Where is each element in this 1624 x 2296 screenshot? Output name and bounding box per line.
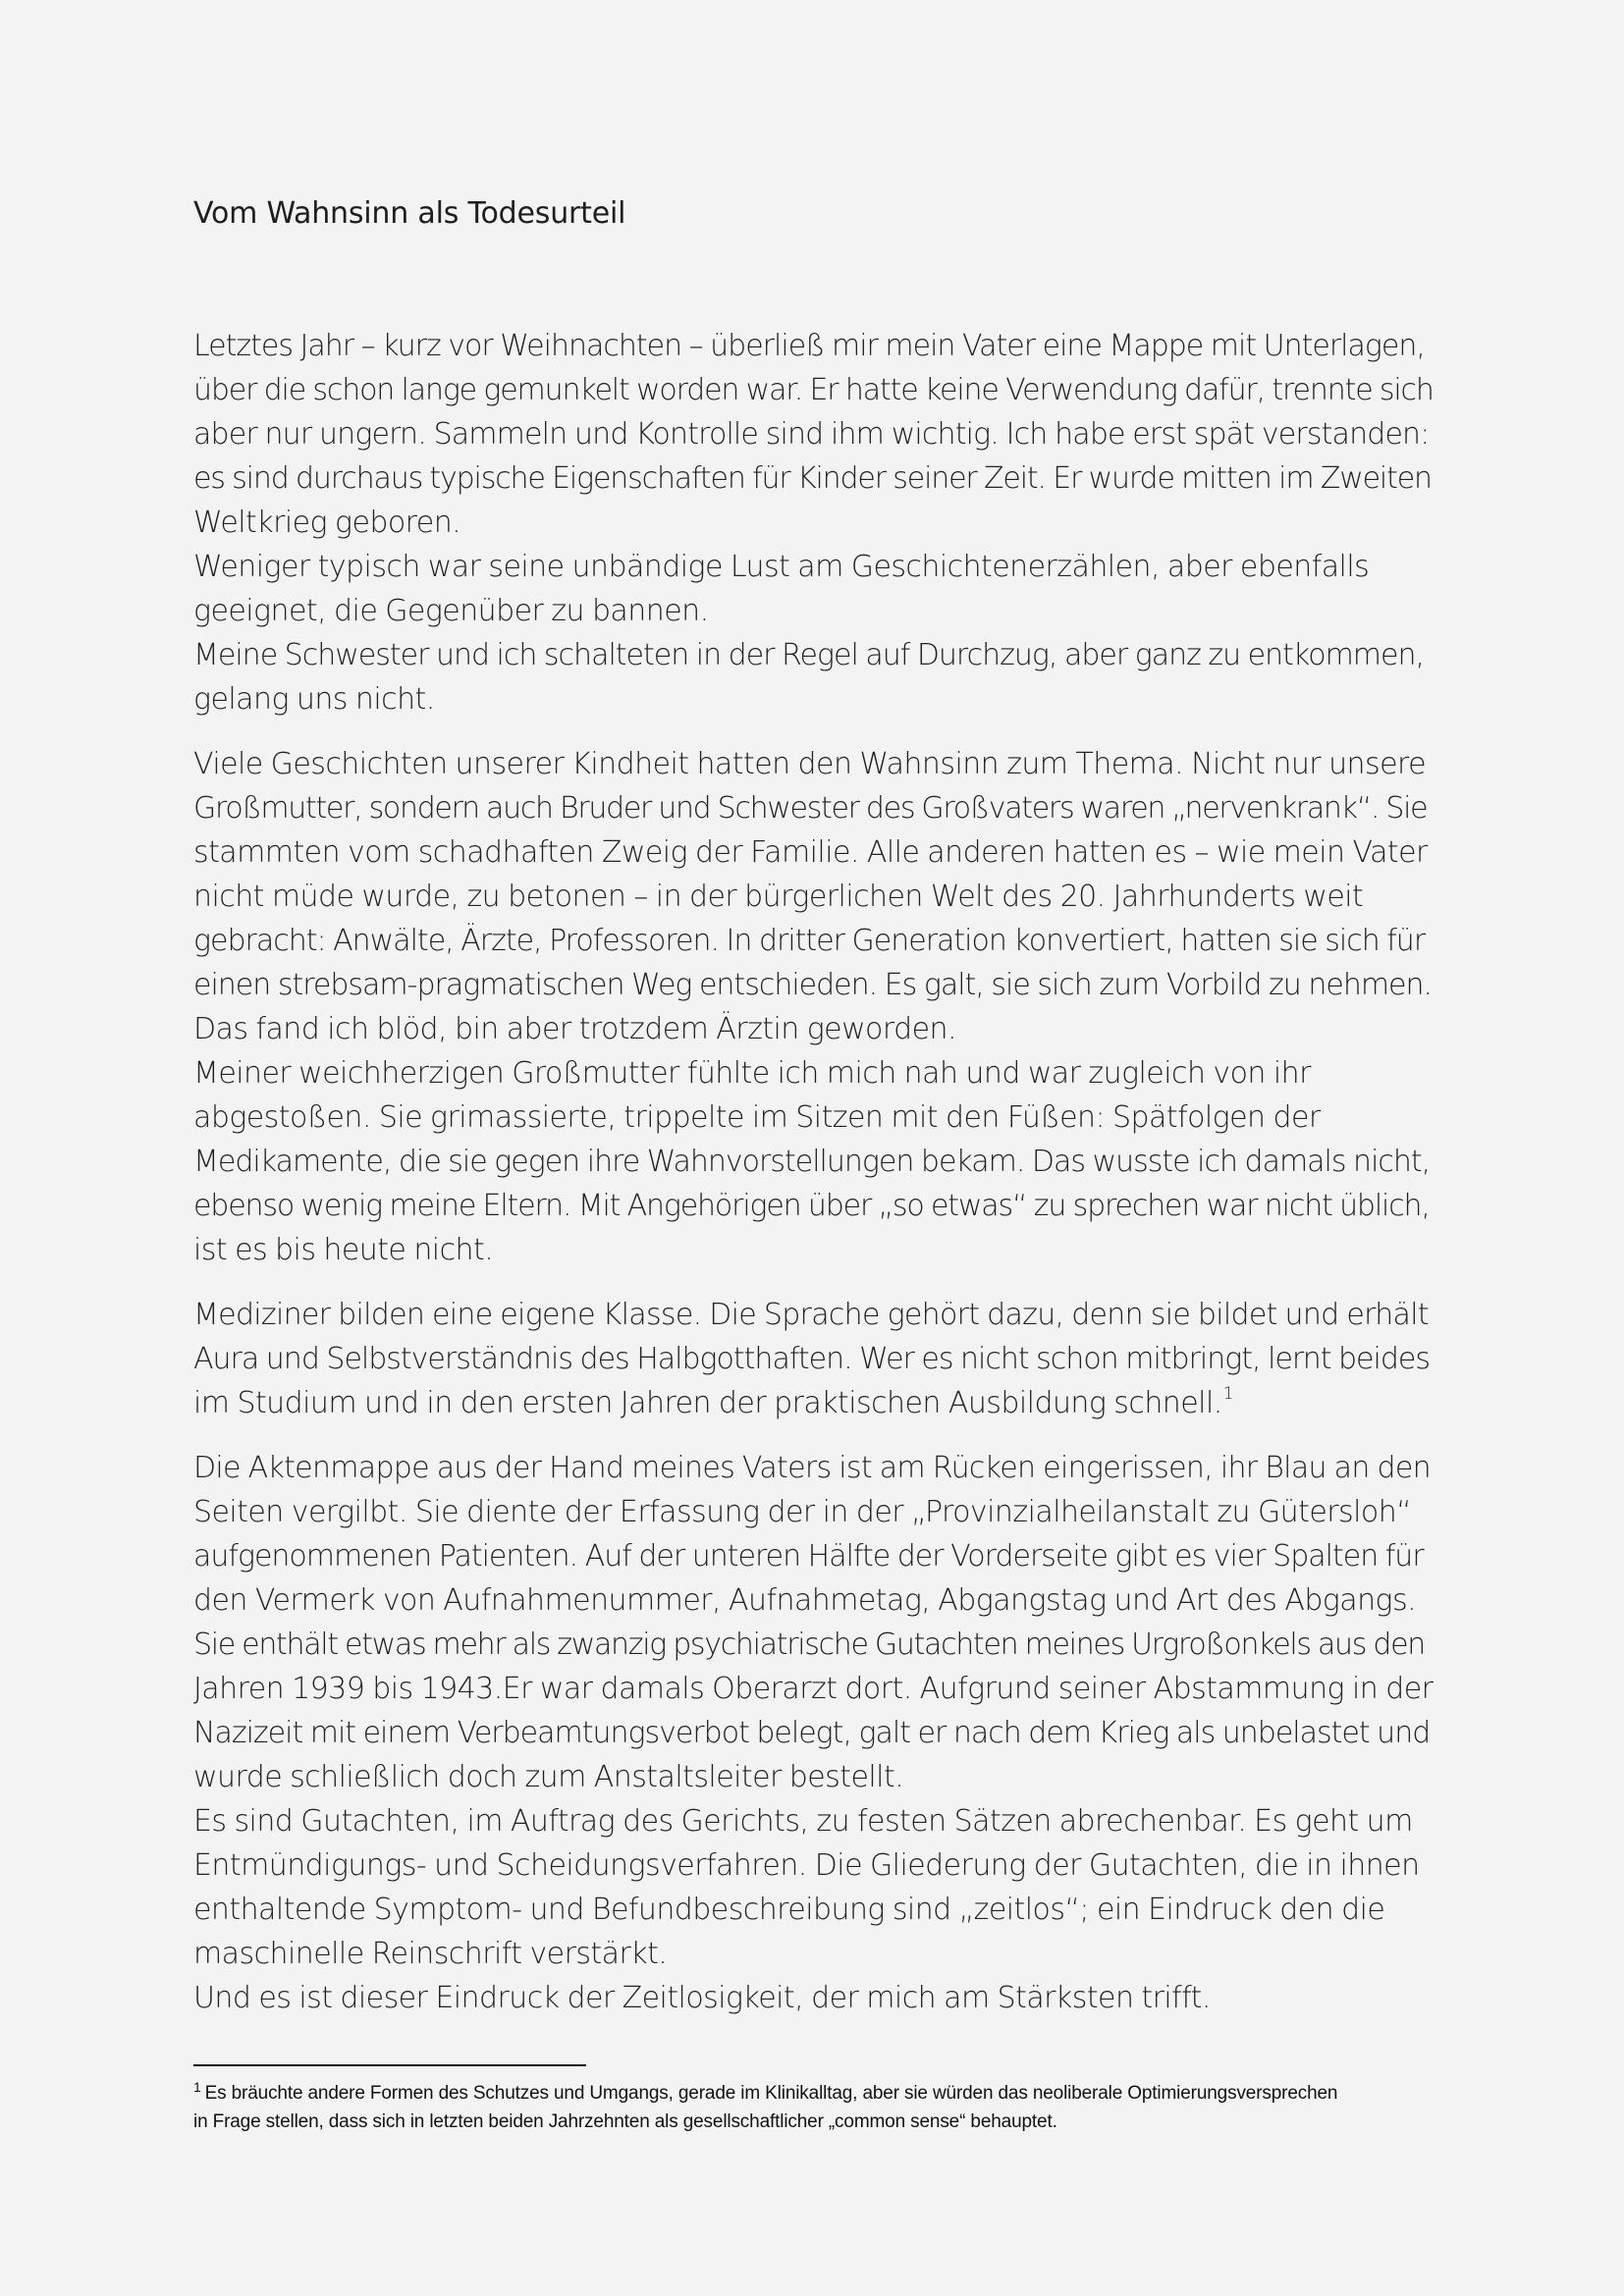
text-line: Medikamente, die sie gegen ihre Wahnvorstellungen bekam. Das wusste ich damals nicht, bbox=[193, 1145, 1431, 1179]
text-line: den Vermerk von Aufnahmenummer, Aufnahmetag, Abgangstag und Art des Abgangs. bbox=[193, 1583, 1417, 1618]
paragraph-3 bbox=[193, 1293, 1435, 1425]
document-body bbox=[193, 324, 1435, 2041]
text-line: Sie enthält etwas mehr als zwanzig psychiatrische Gutachten meines Urgroßonkels aus den bbox=[193, 1628, 1425, 1662]
footnote-reference[interactable]: 1 bbox=[1222, 1384, 1234, 1404]
text-line: Es sind Gutachten, im Auftrag des Gerichts, zu festen Sätzen abrechenbar. Es geht um bbox=[193, 1804, 1413, 1839]
text-line: gebracht: Anwälte, Ärzte, Professoren. In dritter Generation konvertiert, hatten sie sich für bbox=[193, 924, 1426, 958]
footnote-number: 1 bbox=[193, 2079, 201, 2095]
text-line: Und es ist dieser Eindruck der Zeitlosigkeit, der mich am Stärksten trifft. bbox=[193, 1981, 1211, 2015]
text-line: Aura und Selbstverständnis des Halbgotthaften. Wer es nicht schon mitbringt, lernt beides bbox=[193, 1342, 1430, 1376]
text-line: Letztes Jahr – kurz vor Weihnachten – überließ mir mein Vater eine Mappe mit Unterlagen, bbox=[193, 329, 1425, 363]
text-line: ist es bis heute nicht. bbox=[193, 1233, 494, 1267]
footnote bbox=[193, 2079, 1440, 2136]
text-line: Viele Geschichten unserer Kindheit hatten den Wahnsinn zum Thema. Nicht nur unsere bbox=[193, 747, 1427, 781]
text-line: Weniger typisch war seine unbändige Lust am Geschichtenerzählen, aber ebenfalls bbox=[193, 550, 1370, 584]
paragraph-1 bbox=[193, 324, 1435, 721]
text-line: abgestoßen. Sie grimassierte, trippelte im Sitzen mit den Füßen: Spätfolgen der bbox=[193, 1100, 1321, 1135]
text-line: nicht müde wurde, zu betonen – in der bürgerlichen Welt des 20. Jahrhunderts weit bbox=[193, 880, 1364, 914]
footnote-line: in Frage stellen, dass sich in letzten beiden Jahrzehnten als gesellschaftlicher „common sense“ behauptet. bbox=[193, 2111, 1057, 2132]
footnote-line bbox=[193, 2079, 1440, 2108]
text-line: stammten vom schadhaften Zweig der Familie. Alle anderen hatten es – wie mein Vater bbox=[193, 835, 1428, 870]
text-line: enthaltende Symptom- und Befundbeschreibung sind „zeitlos“; ein Eindruck den die bbox=[193, 1893, 1385, 1927]
text-line: Mediziner bilden eine eigene Klasse. Die Sprache gehört dazu, denn sie bildet und erhält bbox=[193, 1298, 1429, 1332]
text-line: Das fand ich blöd, bin aber trotzdem Ärztin geworden. bbox=[193, 1012, 956, 1046]
text-line: Die Aktenmappe aus der Hand meines Vaters ist am Rücken eingerissen, ihr Blau an den bbox=[193, 1451, 1431, 1485]
text-line: Nazizeit mit einem Verbeamtungsverbot belegt, galt er nach dem Krieg als unbelastet und bbox=[193, 1716, 1431, 1750]
text-line: Seiten vergilbt. Sie diente der Erfassung der in der „Provinzialheilanstalt zu Gütersloh“ bbox=[193, 1495, 1412, 1529]
text-line: Weltkrieg geboren. bbox=[193, 506, 461, 540]
paragraph-4 bbox=[193, 1446, 1435, 2020]
text-line-content: im Studium und in den ersten Jahren der praktischen Ausbildung schnell. bbox=[193, 1386, 1222, 1420]
text-line-with-footnote bbox=[193, 1381, 1435, 1425]
text-line: gelang uns nicht. bbox=[193, 682, 435, 717]
text-line: Meiner weichherzigen Großmutter fühlte ich mich nah und war zugleich von ihr bbox=[193, 1056, 1311, 1091]
paragraph-2 bbox=[193, 742, 1435, 1272]
text-line: wurde schließlich doch zum Anstaltsleiter bestellt. bbox=[193, 1760, 904, 1794]
document-title: Vom Wahnsinn als Todesurteil bbox=[193, 196, 626, 231]
text-line: über die schon lange gemunkelt worden war. Er hatte keine Verwendung dafür, trennte sich bbox=[193, 373, 1434, 407]
text-line: Meine Schwester und ich schalteten in der Regel auf Durchzug, aber ganz zu entkommen, bbox=[193, 638, 1425, 672]
text-line: geeignet, die Gegenüber zu bannen. bbox=[193, 594, 709, 628]
footnote-text: Es bräuchte andere Formen des Schutzes und Umgangs, gerade im Klinikalltag, aber sie würden das neoliberale Optimierungsversprechen bbox=[204, 2083, 1338, 2104]
text-line: aufgenommenen Patienten. Auf der unteren Hälfte der Vorderseite gibt es vier Spalten für bbox=[193, 1539, 1424, 1574]
text-line: es sind durchaus typische Eigenschaften für Kinder seiner Zeit. Er wurde mitten im Zweiten bbox=[193, 461, 1432, 496]
text-line: maschinelle Reinschrift verstärkt. bbox=[193, 1937, 668, 1971]
text-line: einen strebsam-pragmatischen Weg entschieden. Es galt, sie sich zum Vorbild zu nehmen. bbox=[193, 968, 1433, 1002]
text-line: Jahren 1939 bis 1943.Er war damals Oberarzt dort. Aufgrund seiner Abstammung in der bbox=[193, 1672, 1434, 1706]
text-line: Großmutter, sondern auch Bruder und Schwester des Großvaters waren „nervenkrank“. Sie bbox=[193, 791, 1428, 826]
footnote-divider bbox=[193, 2064, 586, 2066]
text-line: Entmündigungs- und Scheidungsverfahren. Die Gliederung der Gutachten, die in ihnen bbox=[193, 1848, 1420, 1883]
text-line: ebenso wenig meine Eltern. Mit Angehörigen über „so etwas“ zu sprechen war nicht üblich, bbox=[193, 1189, 1430, 1223]
text-line: aber nur ungern. Sammeln und Kontrolle sind ihm wichtig. Ich habe erst spät verstanden: bbox=[193, 417, 1430, 452]
